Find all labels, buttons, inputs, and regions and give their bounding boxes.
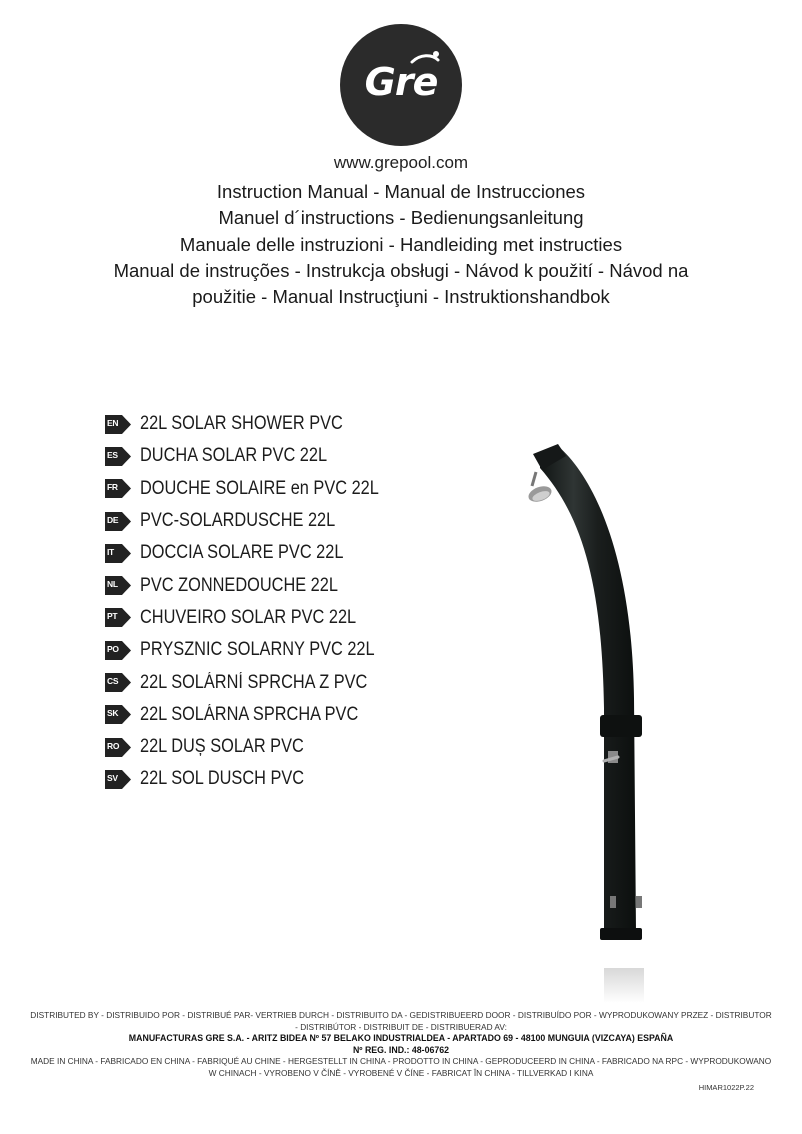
language-flag-icon: SK <box>105 705 131 724</box>
shower-head-icon <box>532 472 536 486</box>
company-address: MANUFACTURAS GRE S.A. - ARITZ BIDEA Nº 57 BELAKO INDUSTRIALDEA - APARTADO 69 - 48100 MUNGUIA (VIZCAYA) ESPAÑA <box>128 1033 674 1043</box>
product-name: 22L DUȘ SOLAR PVC <box>140 736 304 758</box>
shower-body <box>540 446 636 938</box>
list-item <box>105 440 418 472</box>
language-flag-icon: SV <box>105 770 131 789</box>
list-item <box>105 602 418 634</box>
website-url[interactable]: www.grepool.com <box>333 153 469 172</box>
language-flag-icon: DE <box>105 512 131 531</box>
product-name: PVC-SOLARDUSCHE 22L <box>140 510 336 532</box>
list-item <box>105 569 418 601</box>
footer-legal <box>30 1010 772 1079</box>
language-flag-icon: NL <box>105 576 131 595</box>
product-name: 22L SOLÁRNÍ SPRCHA Z PVC <box>140 671 368 693</box>
list-item <box>105 634 418 666</box>
foot-tap-icon <box>610 896 616 908</box>
list-item <box>105 505 418 537</box>
registry-number: Nº REG. IND.: 48-06762 <box>352 1044 450 1055</box>
product-name: 22L SOLÁRNA SPRCHA PVC <box>140 703 359 725</box>
product-name: DOUCHE SOLAIRE en PVC 22L <box>140 477 379 499</box>
title-line: Manuel d´instructions - Bedienungsanleitung <box>218 207 584 229</box>
language-flag-icon: CS <box>105 673 131 692</box>
list-item <box>105 473 418 505</box>
foot-tap-icon <box>636 896 642 908</box>
title-line: Manuale delle instruzioni - Handleiding met instructies <box>179 233 623 255</box>
floor-reflection <box>604 968 644 1003</box>
brand-logo <box>340 24 462 146</box>
product-name: 22L SOLAR SHOWER PVC <box>140 413 343 435</box>
language-flag-icon: RO <box>105 738 131 757</box>
language-flag-icon: FR <box>105 479 131 498</box>
product-name: 22L SOL DUSCH PVC <box>140 768 305 790</box>
language-flag-icon: PO <box>105 641 131 660</box>
made-in-text: MADE IN CHINA - FABRICADO EN CHINA - FABRIQUÉ AU CHINE - HERGESTELLT IN CHINA - PRODOTTO IN CHINA - GEPRODUCEERD IN CHINA - FABRICADO NA RPC - WYPRODUKOWANO W CHINACH - VYROBENO V ČÍNĚ - VYROBENÉ V ČÍNE - FABRICAT ÎN CHINA - TILLVERKAD I KINA <box>30 1056 772 1078</box>
product-name: PVC ZONNEDOUCHE 22L <box>140 574 338 596</box>
product-name: DUCHA SOLAR PVC 22L <box>140 445 328 467</box>
product-name: DOCCIA SOLARE PVC 22L <box>140 542 344 564</box>
list-item <box>105 731 418 763</box>
language-flag-icon: EN <box>105 415 131 434</box>
list-item <box>105 666 418 698</box>
document-code: HIMAR1022P.22 <box>698 1083 754 1092</box>
solar-shower-illustration <box>500 438 680 1003</box>
manual-titles <box>60 179 742 310</box>
title-line: Manual de instruções - Instrukcja obsługi - Návod k použití - Návod na <box>113 259 689 281</box>
product-name-list <box>105 408 418 796</box>
logo-text: Gre <box>364 60 438 104</box>
title-line: Instruction Manual - Manual de Instrucciones <box>216 181 586 202</box>
list-item <box>105 537 418 569</box>
title-line: použitie - Manual Instrucţiuni - Instruktionshandbok <box>192 286 610 308</box>
distributed-by-text: DISTRIBUTED BY - DISTRIBUIDO POR - DISTRIBUÉ PAR- VERTRIEB DURCH - DISTRIBUITO DA - GEDISTRIBUEERD DOOR - DISTRIBUÍDO POR - WYPRODUKOWANY PRZEZ - DISTRIBUTOR - DISTRIBÚTOR - DISTRIBUIT DE - DISTRIBUERAD AV: <box>30 1010 772 1032</box>
language-flag-icon: PT <box>105 608 131 627</box>
shower-clamp <box>600 715 642 737</box>
shower-base <box>600 928 642 940</box>
list-item <box>105 699 418 731</box>
product-name: PRYSZNIC SOLARNY PVC 22L <box>140 639 375 661</box>
list-item <box>105 763 418 795</box>
list-item <box>105 408 418 440</box>
product-name: CHUVEIRO SOLAR PVC 22L <box>140 606 357 628</box>
language-flag-icon: ES <box>105 447 131 466</box>
language-flag-icon: IT <box>105 544 131 563</box>
